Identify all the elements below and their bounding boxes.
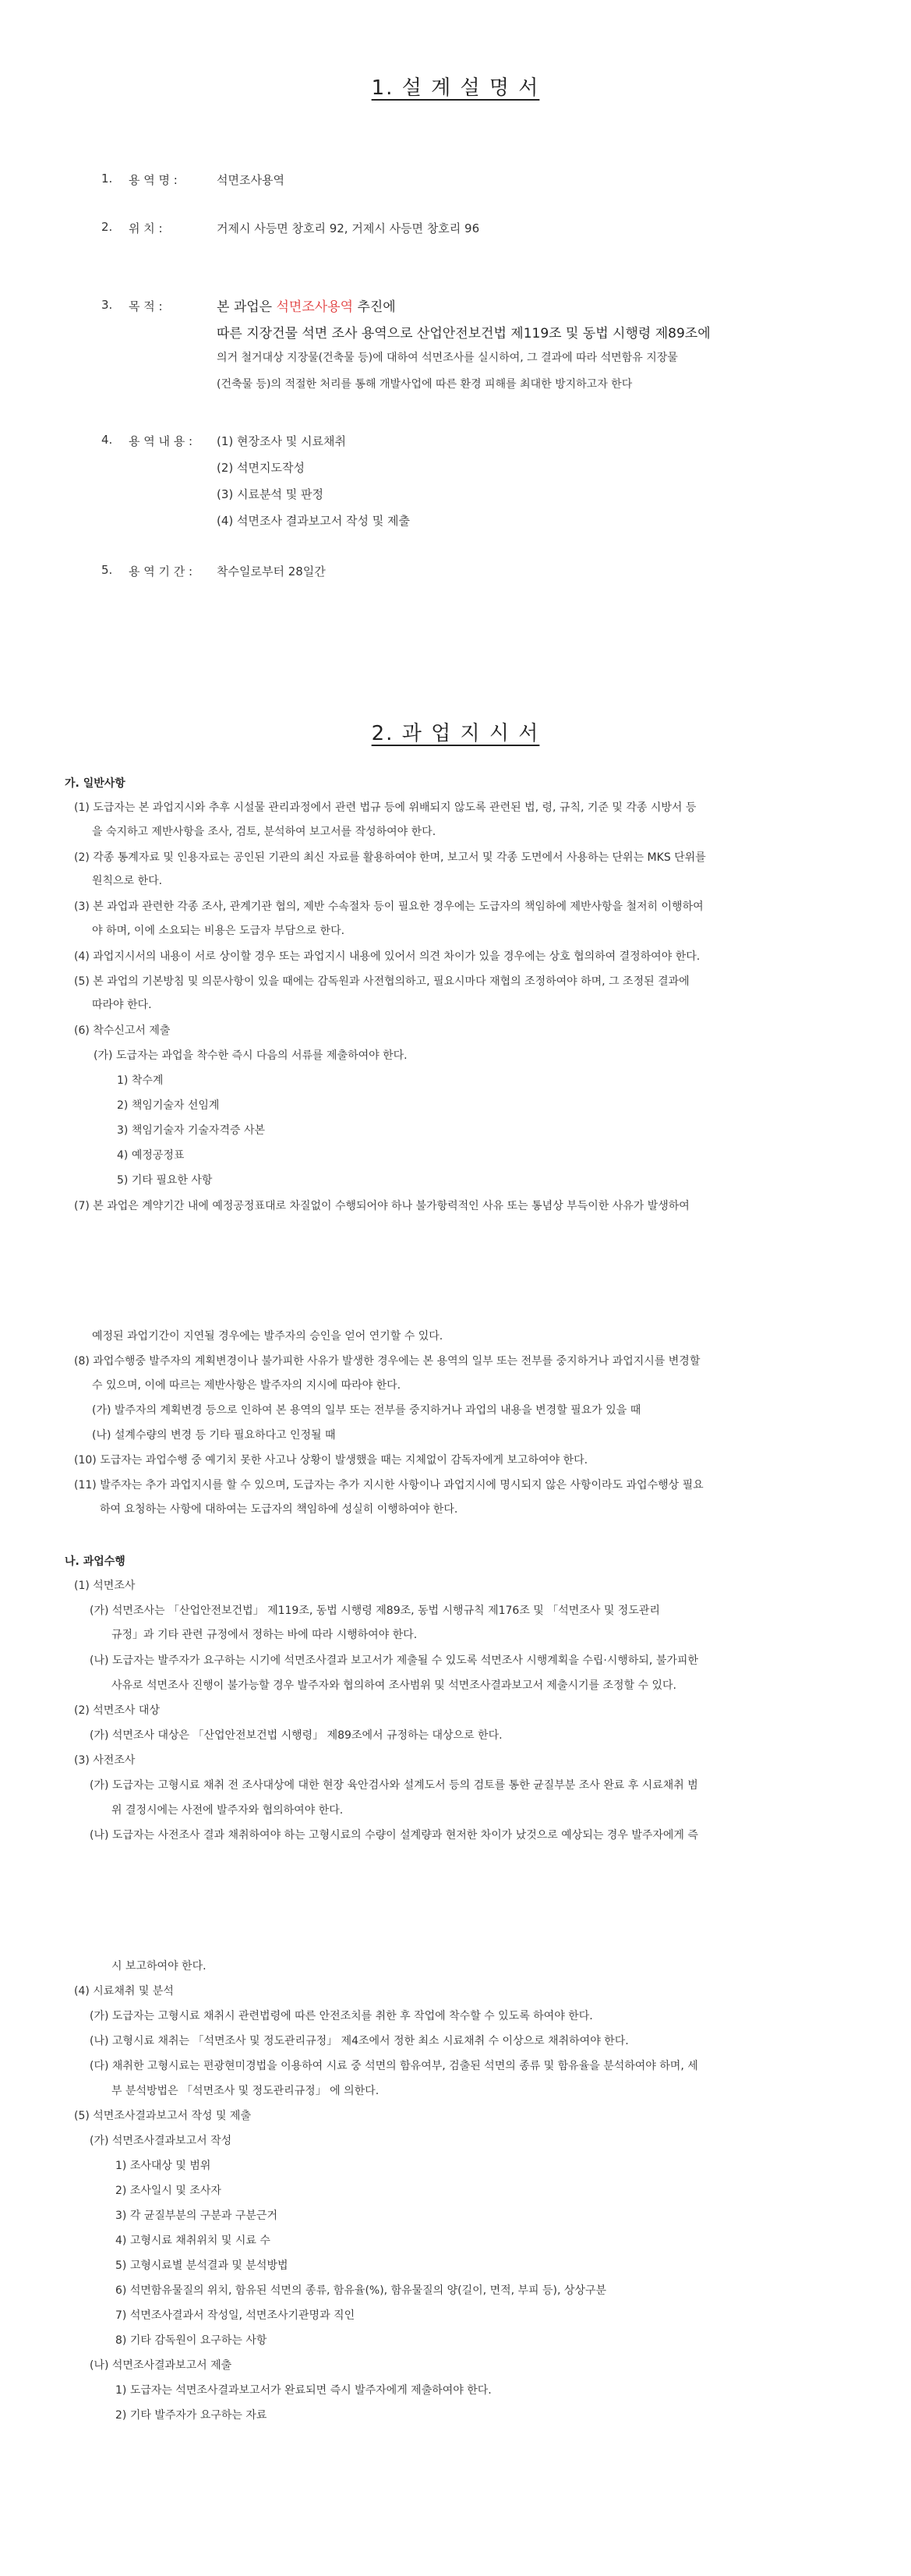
task-item-2: (2) 석면조사 대상 xyxy=(74,1704,160,1717)
item2-label: 위 치 : xyxy=(129,221,163,235)
general-item-6-2: 2) 책임기술자 선임계 xyxy=(117,1099,220,1112)
task-item-5-na: (나) 석면조사결과보고서 제출 xyxy=(90,2359,232,2372)
item1-label: 용 역 명 : xyxy=(129,173,178,187)
general-item-2: (2) 각종 통계자료 및 인용자료는 공인된 기관의 최신 자료를 활용하여야 한며, 보고서 및 각종 도면에서 사용하는 단위는 MKS 단위를 xyxy=(74,851,706,864)
scope-item-1: (1) 현장조사 및 시료채취 xyxy=(217,434,346,448)
item2-value: 거제시 사등면 창호리 92, 거제시 사등면 창호리 96 xyxy=(217,221,480,235)
purpose-line3: 의거 철거대상 지장물(건축물 등)에 대하여 석면조사를 실시하여, 그 결과에 따라 석면함유 지장물 xyxy=(217,352,678,364)
general-item-11: (11) 발주자는 추가 과업지시를 할 수 있으며, 도급자는 추가 지시한 사항이나 과업지시에 명시되지 않은 사항이라도 과업수행상 필요 xyxy=(74,1479,704,1491)
report-item-2: 2) 조사일시 및 조사자 xyxy=(115,2185,221,2197)
task-item-4: (4) 시료채취 및 분석 xyxy=(74,1985,174,1997)
purpose-line2: 따른 지장건물 석면 조사 용역으로 산업안전보건법 제119조 및 동법 시행령 제89조에 xyxy=(217,326,711,341)
general-item-6-3: 3) 책임기술자 기술자격증 사본 xyxy=(117,1124,266,1137)
task-item-1-ga: (가) 석면조사는 「산업안전보건법」 제119조, 동법 시행령 제89조, 동법 시행규칙 제176조 및 「석면조사 및 정도관리 xyxy=(90,1605,660,1617)
general-item-1-cont: 을 숙지하고 제반사항을 조사, 검토, 분석하여 보고서를 작성하여야 한다. xyxy=(92,826,436,838)
item3-number: 3. xyxy=(101,298,113,312)
section1-title: 1. 설 계 설 명 서 xyxy=(371,76,540,100)
general-item-8: (8) 과업수행중 발주자의 계획변경이나 불가피한 사유가 발생한 경우에는 본 용역의 일부 또는 전부를 중지하거나 과업지시를 변경할 xyxy=(74,1355,701,1368)
report-item-8: 8) 기타 감독원이 요구하는 사항 xyxy=(115,2334,267,2347)
general-item-6-1: 1) 착수계 xyxy=(117,1074,164,1087)
report-item-7: 7) 석면조사결과서 작성일, 석면조사기관명과 직인 xyxy=(115,2309,355,2322)
general-item-1: (1) 도급자는 본 과업지시와 추후 시설물 관리과정에서 관련 법규 등에 위배되지 않도록 관련된 법, 령, 규칙, 기준 및 각종 시방서 등 xyxy=(74,801,697,814)
report-item-4: 4) 고형시료 채취위치 및 시료 수 xyxy=(115,2235,270,2247)
submission-item-2: 2) 기타 발주자가 요구하는 자료 xyxy=(115,2409,267,2422)
task-item-1-na-cont: 사유로 석면조사 진행이 불가능할 경우 발주자와 협의하여 조사범위 및 석면조사결과보고서 제출시기를 조정할 수 있다. xyxy=(111,1679,676,1692)
report-item-5: 5) 고형시료별 분석결과 및 분석방법 xyxy=(115,2259,288,2272)
general-item-8-ga: (가) 발주자의 계획변경 등으로 인하여 본 용역의 일부 또는 전부를 중지하거나 과업의 내용을 변경할 필요가 있을 때 xyxy=(92,1404,641,1417)
general-item-6-5: 5) 기타 필요한 사항 xyxy=(117,1174,213,1187)
item5-value: 착수일로부터 28일간 xyxy=(217,564,326,579)
item1-value: 석면조사용역 xyxy=(217,173,284,187)
general-item-6-ga: (가) 도급자는 과업을 착수한 즉시 다음의 서류를 제출하여야 한다. xyxy=(94,1049,408,1062)
submission-item-1: 1) 도급자는 석면조사결과보고서가 완료되면 즉시 발주자에게 제출하여야 한다. xyxy=(115,2384,492,2397)
report-item-1: 1) 조사대상 및 범위 xyxy=(115,2160,211,2172)
item3-label: 목 적 : xyxy=(129,299,163,313)
general-item-3: (3) 본 과업과 관련한 각종 조사, 관계기관 협의, 제반 수속절차 등이 필요한 경우에는 도급자의 책임하에 제반사항을 철저히 이행하여 xyxy=(74,901,704,913)
report-item-3: 3) 각 균질부분의 구분과 구분근거 xyxy=(115,2210,277,2222)
scope-item-3: (3) 시료분석 및 판정 xyxy=(217,487,323,501)
task-item-4-da: (다) 채취한 고형시료는 편광현미경법을 이용하여 시료 중 석면의 함유여부, 검출된 석면의 종류 및 함유율을 분석하여야 하며, 세 xyxy=(90,2060,698,2072)
item4-number: 4. xyxy=(101,433,113,447)
purpose-line1: 본 과업은 석면조사용역 추진에 xyxy=(217,299,396,315)
general-item-10: (10) 도급자는 과업수행 중 예기치 못한 사고나 상황이 발생했을 때는 지체없이 감독자에게 보고하여야 한다. xyxy=(74,1454,588,1467)
task-item-4-ga: (가) 도급자는 고형시료 채취시 관련법령에 따른 안전조치를 취한 후 작업에 착수할 수 있도록 하여야 한다. xyxy=(90,2010,593,2022)
item1-number: 1. xyxy=(101,172,113,186)
general-matters-heading: 가. 일반사항 xyxy=(65,777,125,790)
general-item-2-cont: 원칙으로 한다. xyxy=(92,875,163,887)
task-item-1-na: (나) 도급자는 발주자가 요구하는 시기에 석면조사결과 보고서가 제출될 수 있도록 석면조사 시행계획을 수립·시행하되, 불가피한 xyxy=(90,1654,698,1667)
item2-number: 2. xyxy=(101,220,113,234)
general-item-7-cont: 예정된 과업기간이 지연될 경우에는 발주자의 승인을 얻어 연기할 수 있다. xyxy=(92,1330,443,1343)
task-item-1: (1) 석면조사 xyxy=(74,1580,136,1592)
purpose-line4: (건축물 등)의 적절한 처리를 통해 개발사업에 따른 환경 피해를 최대한 방지하고자 한다 xyxy=(217,378,633,391)
task-item-4-na: (나) 고형시료 채취는 「석면조사 및 정도관리규정」 제4조에서 정한 최소 시료채취 수 이상으로 채취하여야 한다. xyxy=(90,2035,629,2047)
task-item-3-ga: (가) 도급자는 고형시료 채취 전 조사대상에 대한 현장 육안검사와 설계도서 등의 검토를 통한 균질부분 조사 완료 후 시료채취 범 xyxy=(90,1779,698,1792)
project-name-highlight: 석면조사용역 xyxy=(276,299,354,315)
section2-title: 2. 과 업 지 시 서 xyxy=(371,722,540,745)
general-item-8-cont: 수 있으며, 이에 따르는 제반사항은 발주자의 지시에 따라야 한다. xyxy=(92,1379,401,1392)
item5-label: 용 역 기 간 : xyxy=(129,564,193,579)
general-item-4: (4) 과업지시서의 내용이 서로 상이할 경우 또는 과업지시 내용에 있어서 의견 차이가 있을 경우에는 상호 협의하여 결정하여야 한다. xyxy=(74,950,701,963)
item4-label: 용 역 내 용 : xyxy=(129,434,193,448)
general-item-5-cont: 따라야 한다. xyxy=(92,999,152,1011)
general-item-5: (5) 본 과업의 기본방침 및 의문사항이 있을 때에는 감독원과 사전협의하고, 필요시마다 재협의 조정하여야 하며, 그 조정된 결과에 xyxy=(74,975,690,988)
general-item-3-cont: 야 하며, 이에 소요되는 비용은 도급자 부담으로 한다. xyxy=(92,925,345,937)
general-item-6-4: 4) 예정공정표 xyxy=(117,1149,185,1162)
scope-item-2: (2) 석면지도작성 xyxy=(217,461,305,475)
task-item-5-ga: (가) 석면조사결과보고서 작성 xyxy=(90,2135,232,2147)
general-item-6: (6) 착수신고서 제출 xyxy=(74,1024,171,1037)
task-item-2-ga: (가) 석면조사 대상은 「산업안전보건법 시행령」 제89조에서 규정하는 대상으로 한다. xyxy=(90,1729,503,1742)
task-item-1-ga-cont: 규정」과 기타 관련 규정에서 정하는 바에 따라 시행하여야 한다. xyxy=(111,1629,418,1641)
report-item-6: 6) 석면함유물질의 위치, 함유된 석면의 종류, 함유율(%), 함유물질의 양(길이, 면적, 부피 등), 상상구분 xyxy=(115,2284,607,2297)
task-item-3-na-cont: 시 보고하여야 한다. xyxy=(111,1960,207,1973)
task-item-3-na: (나) 도급자는 사전조사 결과 채취하여야 하는 고형시료의 수량이 설계량과 현저한 차이가 났것으로 예상되는 경우 발주자에게 즉 xyxy=(90,1829,698,1842)
task-item-5: (5) 석면조사결과보고서 작성 및 제출 xyxy=(74,2110,251,2122)
general-item-11-cont: 하여 요청하는 사항에 대하여는 도급자의 책임하에 성실히 이행하여야 한다. xyxy=(100,1503,458,1516)
general-item-8-na: (나) 설계수량의 변경 등 기타 필요하다고 인정될 때 xyxy=(92,1429,336,1442)
task-item-4-da-cont: 부 분석방법은 「석면조사 및 정도관리규정」 에 의한다. xyxy=(111,2085,380,2097)
general-item-7: (7) 본 과업은 계약기간 내에 예정공정표대로 차질없이 수행되어야 하나 불가항력적인 사유 또는 통념상 부득이한 사유가 발생하여 xyxy=(74,1200,690,1212)
task-item-3-ga-cont: 위 결정시에는 사전에 발주자와 협의하여야 한다. xyxy=(111,1804,344,1817)
scope-item-4: (4) 석면조사 결과보고서 작성 및 제출 xyxy=(217,514,410,528)
task-execution-heading: 나. 과업수행 xyxy=(65,1555,125,1568)
item5-number: 5. xyxy=(101,563,113,577)
task-item-3: (3) 사전조사 xyxy=(74,1754,136,1767)
